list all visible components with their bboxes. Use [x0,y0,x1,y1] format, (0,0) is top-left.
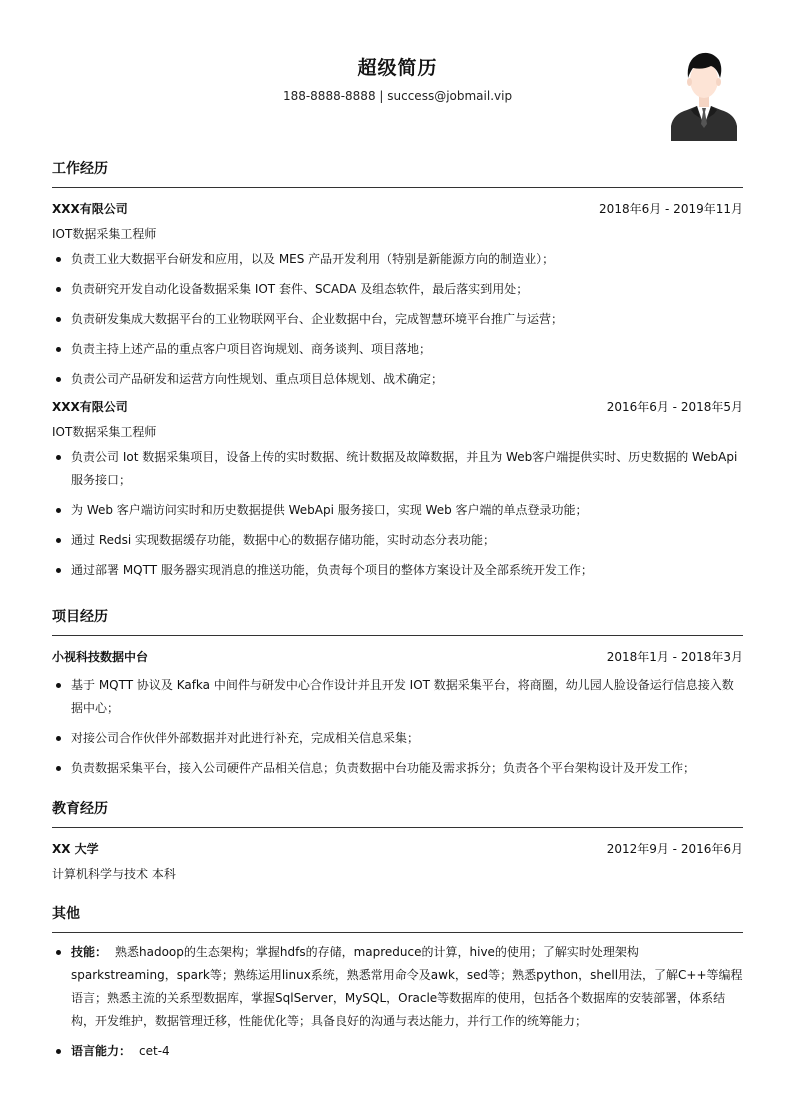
section-title-education: 教育经历 [52,798,743,828]
entry-date: 2012年9月 - 2016年6月 [606,841,743,856]
work-entry [52,398,743,582]
language-text: cet-4 [139,1044,170,1058]
person-avatar-icon [669,48,739,141]
candidate-name: 超级简历 [357,57,438,79]
bullet-list [52,941,743,1063]
language-label: 语言能力： [71,1044,132,1058]
section-title-other: 其他 [52,903,743,933]
education-section [52,798,743,881]
other-section [52,903,743,1063]
work-section [52,158,743,582]
major-degree: 计算机科学与技术 本科 [52,867,176,881]
contact-info: 188-8888-8888 | success@jobmail.vip [282,89,513,103]
project-name: 小视科技数据中台 [52,649,149,664]
list-item: 负责主持上述产品的重点客户项目咨询规划、商务谈判、项目落地； [52,338,743,361]
list-item: 负责数据采集平台，接入公司硬件产品相关信息；负责数据中台功能及需求拆分；负责各个平台架构设计及开发工作； [52,757,743,780]
resume-header [52,0,743,150]
company-name: XXX有限公司 [52,201,128,216]
list-item: 负责研发集成大数据平台的工业物联网平台、企业数据中台，完成智慧环境平台推广与运营； [52,308,743,331]
job-title: IOT数据采集工程师 [52,227,157,241]
bullet-list [52,248,743,391]
list-item: 基于 MQTT 协议及 Kafka 中间件与研发中心合作设计并且开发 IOT 数据采集平台，将商圈，幼儿园人脸设备运行信息接入数据中心； [52,674,743,720]
entry-date: 2018年6月 - 2019年11月 [599,201,743,216]
list-item: 负责公司产品研发和运营方向性规划、重点项目总体规划、战术确定； [52,368,743,391]
company-name: XXX有限公司 [52,399,128,414]
section-title-projects: 项目经历 [52,606,743,636]
bullet-list [52,446,743,582]
list-item: 负责工业大数据平台研发和应用，以及 MES 产品开发利用（特别是新能源方向的制造业）； [52,248,743,271]
entry-date: 2016年6月 - 2018年5月 [606,399,743,414]
project-entry [52,648,743,780]
section-title-work: 工作经历 [52,158,743,188]
job-title: IOT数据采集工程师 [52,425,157,439]
resume-page [52,0,743,1070]
list-item: 通过 Redsi 实现数据缓存功能，数据中心的数据存储功能，实时动态分表功能； [52,529,743,552]
list-item: 为 Web 客户端访问实时和历史数据提供 WebApi 服务接口，实现 Web 客户端的单点登录功能； [52,499,743,522]
entry-date: 2018年1月 - 2018年3月 [606,649,743,664]
list-item [52,1040,743,1063]
school-name: XX 大学 [52,841,99,856]
list-item: 通过部署 MQTT 服务器实现消息的推送功能，负责每个项目的整体方案设计及全部系统开发工作； [52,559,743,582]
list-item: 负责公司 Iot 数据采集项目，设备上传的实时数据、统计数据及故障数据，并且为 Web客户端提供实时、历史数据的 WebApi 服务接口； [52,446,743,492]
list-item: 负责研究开发自动化设备数据采集 IOT 套件、SCADA 及组态软件，最后落实到用处； [52,278,743,301]
bullet-list [52,674,743,780]
list-item: 对接公司合作伙伴外部数据并对此进行补充，完成相关信息采集； [52,727,743,750]
projects-section [52,606,743,780]
list-item [52,941,743,1033]
skill-label: 技能： [71,945,108,959]
skill-text: 熟悉hadoop的生态架构；掌握hdfs的存储，mapreduce的计算，hive的使用；了解实时处理架构sparkstreaming，spark等；熟练运用linux系统，熟悉常用命令及awk，sed等；熟悉python，shell用法，了解C++等编程语言；熟悉主流的关系型数据库，掌握SqlServer，MySQL，Oracle等数据库的使用，包括各个数据库的安装部署，体系结构，开发维护，数据管理迁移，性能优化等；具备良好的沟通与表达能力，并行工作的统筹能力； [71,945,743,1028]
work-entry [52,200,743,391]
